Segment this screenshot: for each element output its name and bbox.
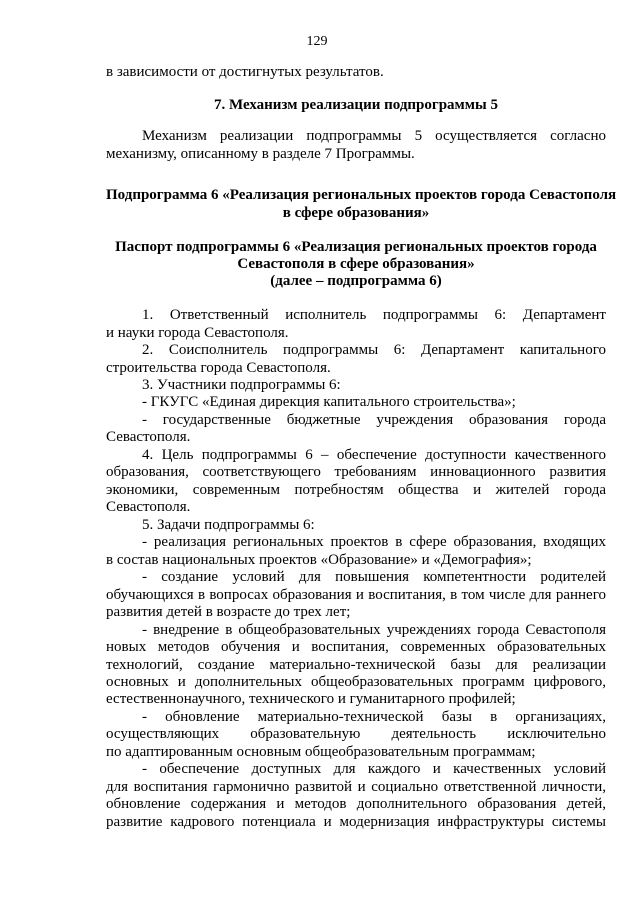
section-heading-line: Севастополя в сфере образования»	[237, 256, 475, 272]
paragraph-line: 5. Задачи подпрограммы 6:	[142, 517, 315, 533]
paragraph-line: - создание условий для повышения компетентности родителей	[142, 569, 606, 585]
paragraph-line: развития детей в возрасте до трех лет;	[106, 604, 351, 620]
paragraph-line: осуществляющих образовательную деятельность исключительно	[106, 726, 606, 742]
paragraph-line: развитие кадрового потенциала и модернизация инфраструктуры системы	[106, 814, 606, 830]
paragraph-line: в состав национальных проектов «Образование» и «Демография»;	[106, 552, 532, 568]
paragraph-line: - ГКУГС «Единая дирекция капитального строительства»;	[142, 394, 516, 410]
paragraph-line: Механизм реализации подпрограммы 5 осуществляется согласно	[142, 128, 606, 144]
section-heading-line: в сфере образования»	[282, 205, 430, 221]
paragraph-line: новых методов обучения и воспитания, современных образовательных	[106, 639, 606, 655]
paragraph-line: и науки города Севастополя.	[106, 325, 289, 341]
section-heading-line: Подпрограмма 6 «Реализация региональных проектов города Севастополя	[106, 187, 617, 203]
paragraph-line: - внедрение в общеобразовательных учреждениях города Севастополя	[142, 622, 606, 638]
paragraph-line: основных и дополнительных общеобразовательных программ цифрового,	[106, 674, 606, 690]
paragraph-line: Севастополя.	[106, 499, 191, 515]
paragraph-line: - обновление материально-технической базы в организациях,	[142, 709, 606, 725]
paragraph-line: Севастополя.	[106, 429, 191, 445]
paragraph-line: 1. Ответственный исполнитель подпрограммы 6: Департамент	[142, 307, 606, 323]
paragraph-line: естественнонаучного, технического и гуманитарного профилей;	[106, 691, 516, 707]
paragraph-line: экономики, современным потребностям общества и жителей города	[106, 482, 606, 498]
section-heading-line: 7. Механизм реализации подпрограммы 5	[214, 97, 498, 113]
paragraph-line: технологий, создание материально-технической базы для реализации	[106, 657, 606, 673]
page-number: 129	[306, 34, 328, 49]
paragraph-line: - государственные бюджетные учреждения образования города	[142, 412, 606, 428]
paragraph-line: для воспитания гармонично развитой и социально ответственной личности,	[106, 779, 606, 795]
paragraph-line: - реализация региональных проектов в сфере образования, входящих	[142, 534, 606, 550]
paragraph-line: строительства города Севастополя.	[106, 360, 331, 376]
paragraph-line: - обеспечение доступных для каждого и качественных условий	[142, 761, 606, 777]
paragraph-line: в зависимости от достигнутых результатов.	[106, 64, 384, 80]
paragraph-line: 3. Участники подпрограммы 6:	[142, 377, 341, 393]
section-heading-line: Паспорт подпрограммы 6 «Реализация региональных проектов города	[115, 239, 597, 255]
paragraph-line: обучающихся в вопросах образования и воспитания, в том числе для раннего	[106, 587, 606, 603]
paragraph-line: по адаптированным основным общеобразовательным программам;	[106, 744, 536, 760]
paragraph-line: 4. Цель подпрограммы 6 – обеспечение доступности качественного	[142, 447, 606, 463]
paragraph-line: 2. Соисполнитель подпрограммы 6: Департамент капитального	[142, 342, 606, 358]
paragraph-line: механизму, описанному в разделе 7 Программы.	[106, 146, 415, 162]
paragraph-line: обновление содержания и методов дополнительного образования детей,	[106, 796, 606, 812]
paragraph-line: образования, соответствующего требованиям инновационного развития	[106, 464, 606, 480]
section-heading-line: (далее – подпрограмма 6)	[270, 273, 442, 289]
